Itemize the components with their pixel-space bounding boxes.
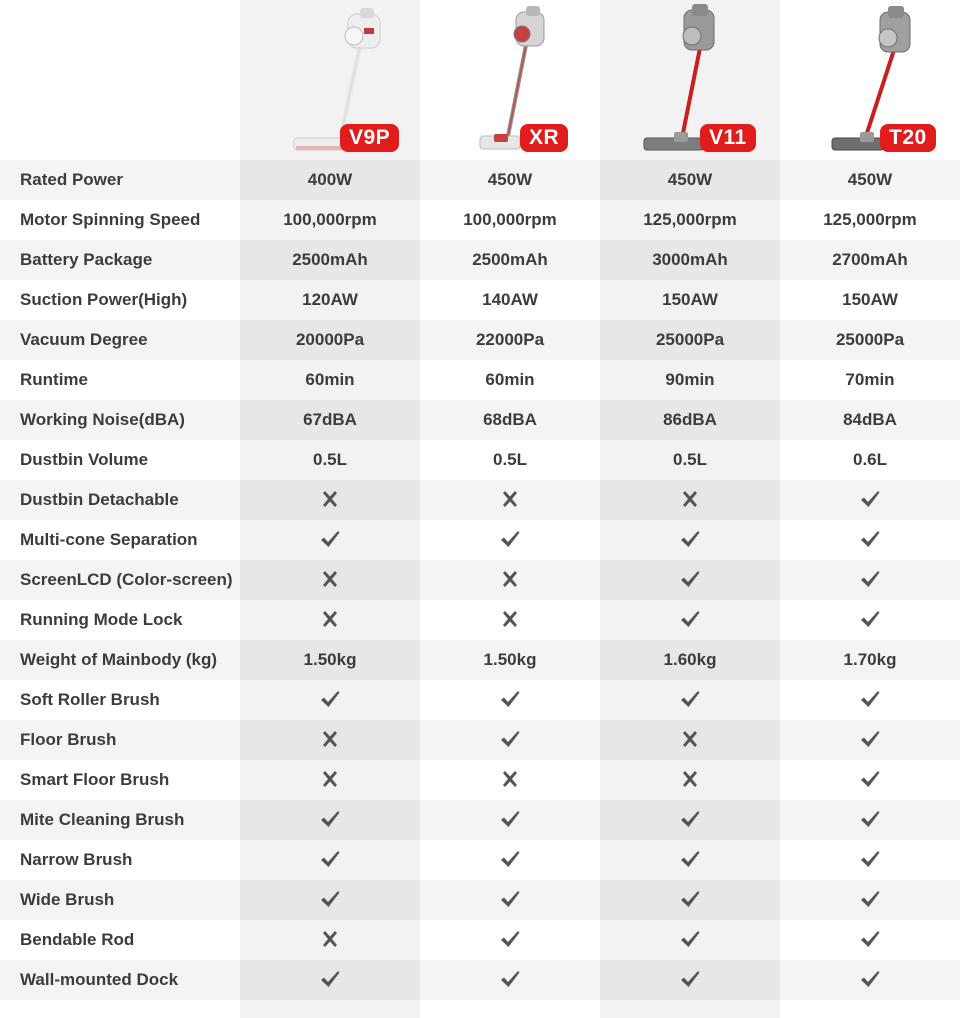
spec-cell-v11-yes bbox=[600, 520, 780, 560]
spec-row-runtime bbox=[0, 360, 960, 400]
spec-label: Wall-mounted Dock bbox=[20, 970, 179, 989]
spec-cell-t20-yes bbox=[780, 760, 960, 800]
spec-cell-xr-yes bbox=[420, 520, 600, 560]
spec-value-t20: 150AW bbox=[842, 290, 898, 309]
cross-icon bbox=[499, 488, 521, 510]
cross-icon bbox=[319, 568, 341, 590]
spec-value-v11: 450W bbox=[667, 170, 713, 189]
check-icon bbox=[679, 608, 701, 630]
spec-row-motor-spinning-speed bbox=[0, 200, 960, 240]
spec-row-rated-power bbox=[0, 160, 960, 200]
spec-row-narrow-brush bbox=[0, 840, 960, 880]
spec-value-v11: 150AW bbox=[662, 290, 718, 309]
check-icon bbox=[859, 728, 881, 750]
spec-value-t20: 0.6L bbox=[852, 450, 888, 469]
spec-value-t20: 2700mAh bbox=[832, 250, 908, 269]
spec-cell-t20-yes bbox=[780, 680, 960, 720]
spec-label: Weight of Mainbody (kg) bbox=[20, 650, 218, 669]
cross-icon bbox=[499, 568, 521, 590]
spec-cell-t20-yes bbox=[780, 520, 960, 560]
spec-value-v11: 1.60kg bbox=[663, 650, 717, 669]
spec-cell-v9p-no bbox=[240, 920, 420, 960]
cross-icon bbox=[679, 768, 701, 790]
spec-cell-v11-yes bbox=[600, 880, 780, 920]
check-icon bbox=[859, 488, 881, 510]
spec-cell-t20-yes bbox=[780, 720, 960, 760]
spec-cell-t20-yes bbox=[780, 480, 960, 520]
spec-value-xr: 1.50kg bbox=[483, 650, 537, 669]
spec-row-bendable-rod bbox=[0, 920, 960, 960]
spec-row-battery-package bbox=[0, 240, 960, 280]
cross-icon bbox=[319, 928, 341, 950]
check-icon bbox=[319, 688, 341, 710]
check-icon bbox=[679, 848, 701, 870]
spec-cell-v11-no bbox=[600, 720, 780, 760]
spec-label: Wide Brush bbox=[20, 890, 115, 909]
spec-label: Bendable Rod bbox=[20, 930, 135, 949]
spec-value-t20: 70min bbox=[845, 370, 895, 389]
spec-value-xr: 140AW bbox=[482, 290, 538, 309]
spec-cell-v9p-yes bbox=[240, 880, 420, 920]
spec-value-t20: 84dBA bbox=[843, 410, 897, 429]
spec-value-xr: 450W bbox=[487, 170, 533, 189]
check-icon bbox=[499, 528, 521, 550]
check-icon bbox=[859, 608, 881, 630]
spec-cell-t20-yes bbox=[780, 960, 960, 1000]
spec-cell-xr-yes bbox=[420, 920, 600, 960]
spec-value-v9p: 0.5L bbox=[312, 450, 348, 469]
spec-cell-xr-no bbox=[420, 760, 600, 800]
spec-label: ScreenLCD (Color-screen) bbox=[20, 570, 233, 589]
spec-value-xr: 60min bbox=[485, 370, 535, 389]
spec-value-v9p: 120AW bbox=[302, 290, 358, 309]
cross-icon bbox=[319, 608, 341, 630]
check-icon bbox=[319, 528, 341, 550]
check-icon bbox=[499, 688, 521, 710]
spec-cell-xr-yes bbox=[420, 960, 600, 1000]
spec-row-dustbin-detachable bbox=[0, 480, 960, 520]
check-icon bbox=[319, 848, 341, 870]
product-xr bbox=[420, 0, 600, 160]
spec-cell-t20-yes bbox=[780, 880, 960, 920]
spec-label: Floor Brush bbox=[20, 730, 117, 749]
spec-label: Motor Spinning Speed bbox=[20, 210, 201, 229]
spec-value-v9p: 100,000rpm bbox=[283, 210, 377, 229]
spec-cell-v11-yes bbox=[600, 800, 780, 840]
spec-label: Dustbin Detachable bbox=[20, 490, 179, 509]
spec-cell-v9p-yes bbox=[240, 840, 420, 880]
spec-cell-v9p-yes bbox=[240, 800, 420, 840]
spec-cell-v9p-no bbox=[240, 720, 420, 760]
spec-row-floor-brush bbox=[0, 720, 960, 760]
spec-row-mite-cleaning-brush bbox=[0, 800, 960, 840]
spec-cell-t20-yes bbox=[780, 920, 960, 960]
spec-value-v9p: 1.50kg bbox=[303, 650, 357, 669]
spec-cell-v11-yes bbox=[600, 920, 780, 960]
spec-value-v9p: 2500mAh bbox=[292, 250, 368, 269]
spec-row-weight-of-mainbody-kg bbox=[0, 640, 960, 680]
spec-value-v11: 90min bbox=[665, 370, 715, 389]
check-icon bbox=[499, 888, 521, 910]
spec-row-wide-brush bbox=[0, 880, 960, 920]
spec-value-v11: 86dBA bbox=[663, 410, 717, 429]
check-icon bbox=[679, 808, 701, 830]
spec-value-v9p: 400W bbox=[307, 170, 353, 189]
check-icon bbox=[319, 968, 341, 990]
spec-value-xr: 100,000rpm bbox=[463, 210, 557, 229]
check-icon bbox=[859, 568, 881, 590]
spec-cell-v11-no bbox=[600, 760, 780, 800]
cross-icon bbox=[679, 728, 701, 750]
product-v11 bbox=[600, 0, 780, 160]
spec-row-suction-power-high bbox=[0, 280, 960, 320]
check-icon bbox=[319, 808, 341, 830]
spec-cell-xr-no bbox=[420, 560, 600, 600]
spec-label: Runtime bbox=[20, 370, 88, 389]
check-icon bbox=[319, 888, 341, 910]
cross-icon bbox=[499, 608, 521, 630]
spec-label: Rated Power bbox=[20, 170, 123, 189]
spec-value-t20: 450W bbox=[847, 170, 893, 189]
spec-cell-t20-yes bbox=[780, 800, 960, 840]
check-icon bbox=[679, 528, 701, 550]
check-icon bbox=[679, 968, 701, 990]
check-icon bbox=[499, 808, 521, 830]
spec-value-v11: 3000mAh bbox=[652, 250, 728, 269]
spec-value-v11: 25000Pa bbox=[655, 330, 725, 349]
spec-label: Narrow Brush bbox=[20, 850, 133, 869]
check-icon bbox=[859, 928, 881, 950]
spec-cell-xr-yes bbox=[420, 720, 600, 760]
spec-cell-v9p-yes bbox=[240, 680, 420, 720]
cross-icon bbox=[679, 488, 701, 510]
spec-cell-v9p-no bbox=[240, 560, 420, 600]
product-v9p bbox=[240, 0, 420, 160]
spec-cell-xr-yes bbox=[420, 880, 600, 920]
spec-cell-v9p-yes bbox=[240, 520, 420, 560]
spec-label: Vacuum Degree bbox=[20, 330, 148, 349]
product-name-badge: V9P bbox=[340, 124, 399, 152]
spec-value-v9p: 60min bbox=[305, 370, 355, 389]
cross-icon bbox=[319, 728, 341, 750]
check-icon bbox=[499, 728, 521, 750]
spec-value-xr: 0.5L bbox=[492, 450, 528, 469]
spec-cell-t20-yes bbox=[780, 600, 960, 640]
spec-value-v9p: 20000Pa bbox=[295, 330, 365, 349]
product-name-badge: T20 bbox=[880, 124, 936, 152]
spec-value-t20: 25000Pa bbox=[835, 330, 905, 349]
spec-row-wall-mounted-dock bbox=[0, 960, 960, 1000]
check-icon bbox=[859, 768, 881, 790]
product-name-badge: XR bbox=[520, 124, 568, 152]
spec-cell-v9p-no bbox=[240, 760, 420, 800]
spec-value-v9p: 67dBA bbox=[303, 410, 357, 429]
spec-row-screenlcd-color-screen bbox=[0, 560, 960, 600]
spec-label: Soft Roller Brush bbox=[20, 690, 160, 709]
spec-cell-v11-yes bbox=[600, 600, 780, 640]
check-icon bbox=[859, 848, 881, 870]
spec-value-t20: 1.70kg bbox=[843, 650, 897, 669]
cross-icon bbox=[319, 768, 341, 790]
spec-label: Suction Power(High) bbox=[20, 290, 188, 309]
spec-row-dustbin-volume bbox=[0, 440, 960, 480]
check-icon bbox=[499, 968, 521, 990]
spec-cell-xr-no bbox=[420, 480, 600, 520]
spec-cell-v9p-no bbox=[240, 480, 420, 520]
spec-value-v11: 125,000rpm bbox=[643, 210, 737, 229]
check-icon bbox=[859, 888, 881, 910]
spec-row-working-noise-dba bbox=[0, 400, 960, 440]
spec-row-soft-roller-brush bbox=[0, 680, 960, 720]
check-icon bbox=[499, 848, 521, 870]
check-icon bbox=[859, 688, 881, 710]
spec-row-running-mode-lock bbox=[0, 600, 960, 640]
spec-value-xr: 22000Pa bbox=[475, 330, 545, 349]
spec-cell-xr-yes bbox=[420, 840, 600, 880]
spec-label: Working Noise(dBA) bbox=[20, 410, 185, 429]
spec-cell-v9p-yes bbox=[240, 960, 420, 1000]
spec-cell-v11-no bbox=[600, 480, 780, 520]
spec-label: Multi-cone Separation bbox=[20, 530, 198, 549]
cross-icon bbox=[499, 768, 521, 790]
product-name-badge: V11 bbox=[700, 124, 756, 152]
check-icon bbox=[679, 568, 701, 590]
spec-cell-t20-yes bbox=[780, 560, 960, 600]
spec-value-xr: 2500mAh bbox=[472, 250, 548, 269]
spec-row-multi-cone-separation bbox=[0, 520, 960, 560]
check-icon bbox=[679, 928, 701, 950]
spec-row-smart-floor-brush bbox=[0, 760, 960, 800]
check-icon bbox=[679, 688, 701, 710]
spec-cell-xr-yes bbox=[420, 680, 600, 720]
spec-cell-v9p-no bbox=[240, 600, 420, 640]
spec-cell-t20-yes bbox=[780, 840, 960, 880]
cross-icon bbox=[319, 488, 341, 510]
product-header bbox=[0, 0, 960, 160]
spec-label: Battery Package bbox=[20, 250, 153, 269]
spec-label: Smart Floor Brush bbox=[20, 770, 170, 789]
spec-cell-v11-yes bbox=[600, 960, 780, 1000]
spec-cell-xr-no bbox=[420, 600, 600, 640]
spec-value-t20: 125,000rpm bbox=[823, 210, 917, 229]
spec-label: Mite Cleaning Brush bbox=[20, 810, 185, 829]
spec-label: Dustbin Volume bbox=[20, 450, 149, 469]
product-t20 bbox=[780, 0, 960, 160]
spec-cell-v11-yes bbox=[600, 680, 780, 720]
spec-value-xr: 68dBA bbox=[483, 410, 537, 429]
check-icon bbox=[679, 888, 701, 910]
grey-stick-vacuum-image bbox=[420, 0, 600, 160]
spec-row-vacuum-degree bbox=[0, 320, 960, 360]
spec-cell-v11-yes bbox=[600, 840, 780, 880]
check-icon bbox=[859, 808, 881, 830]
check-icon bbox=[859, 968, 881, 990]
spec-value-v11: 0.5L bbox=[672, 450, 708, 469]
check-icon bbox=[499, 928, 521, 950]
check-icon bbox=[859, 528, 881, 550]
spec-cell-v11-yes bbox=[600, 560, 780, 600]
spec-cell-xr-yes bbox=[420, 800, 600, 840]
spec-label: Running Mode Lock bbox=[20, 610, 183, 629]
